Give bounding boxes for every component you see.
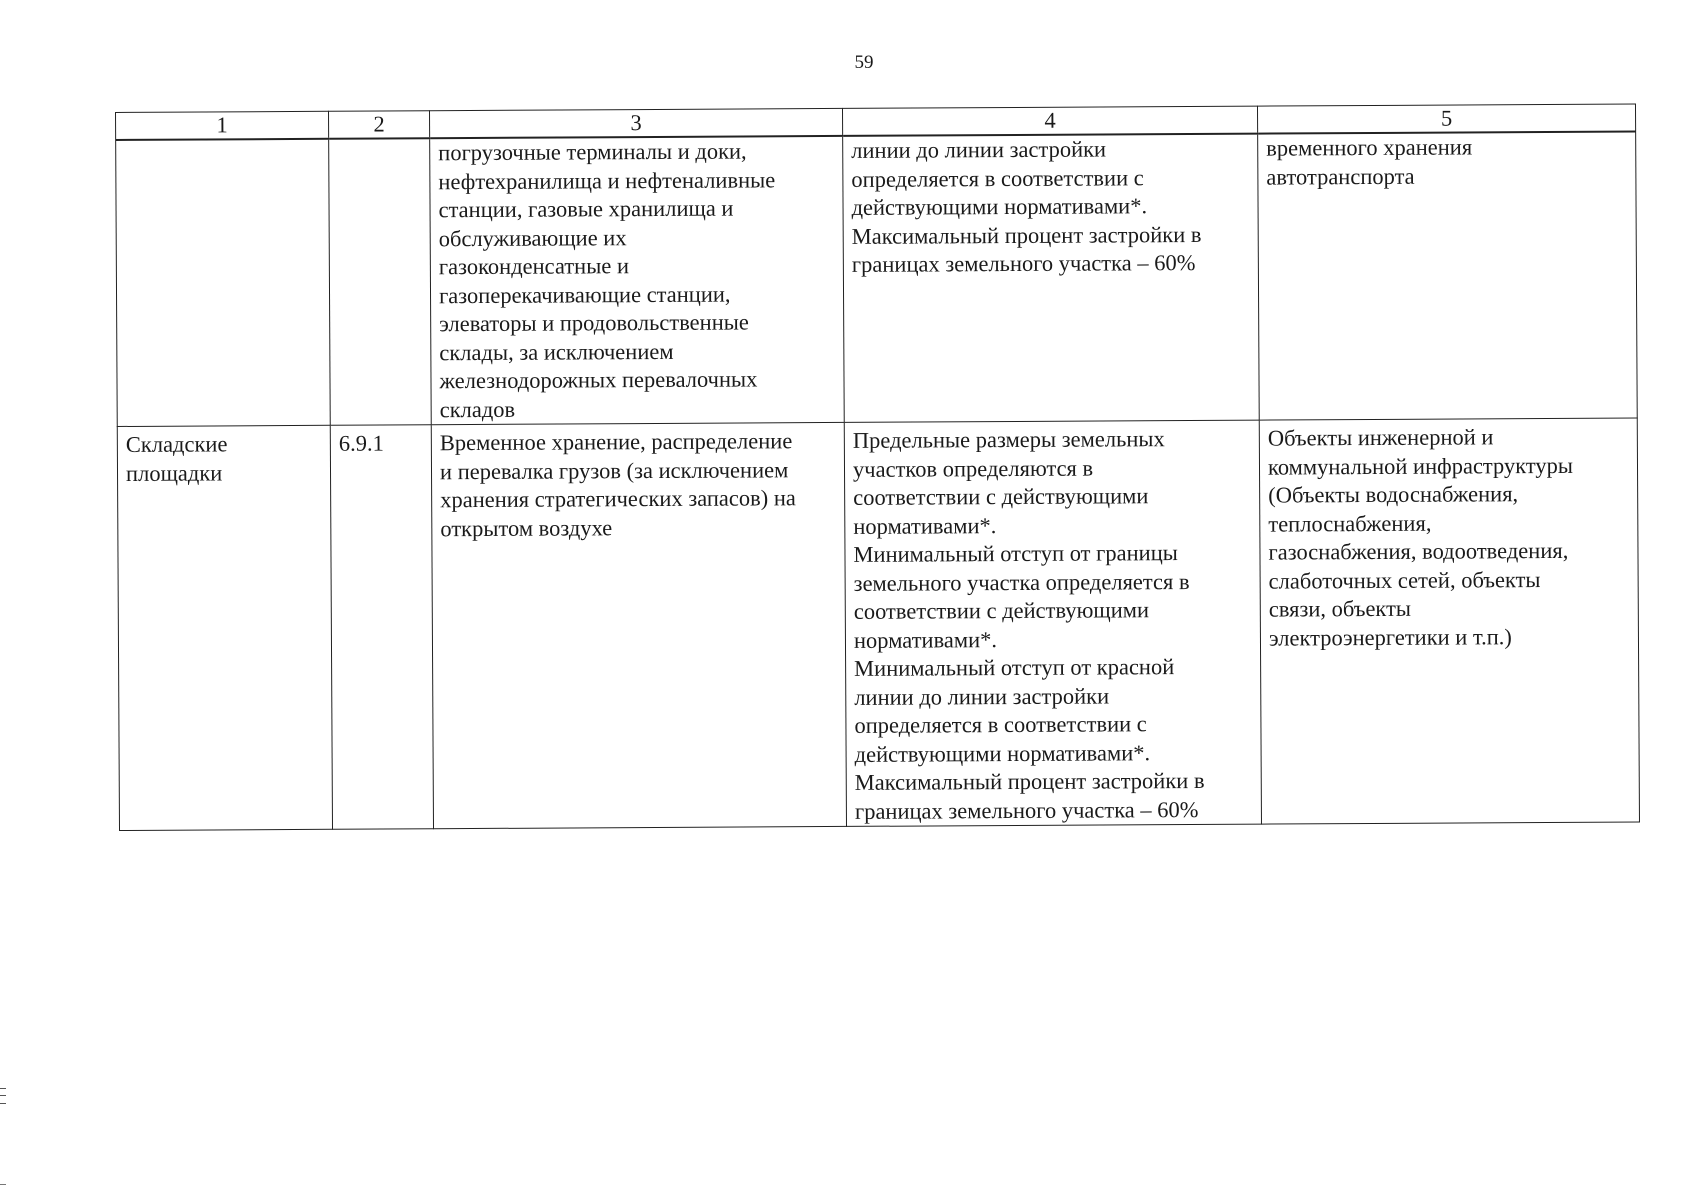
page-number: 59 <box>854 52 874 73</box>
cell-description: Временное хранение, распределение и перевалка грузов (за исключением хранения стратегических запасов) на открытом воздухе <box>431 422 846 828</box>
scan-margin-dash <box>0 1184 6 1185</box>
regulations-table <box>115 104 1640 831</box>
cell-code <box>329 138 432 425</box>
header-col-4: 4 <box>842 106 1257 136</box>
header-col-5: 5 <box>1257 104 1635 134</box>
header-col-3: 3 <box>429 108 842 138</box>
cell-use-name: Складские площадки <box>117 425 332 830</box>
cell-parameters: линии до линии застройки определяется в соответствии с действующими нормативами*. Максимальный процент застройки в границах земельного участка – 60% <box>843 134 1260 423</box>
cell-parameters: Предельные размеры земельных участков определяются в соответствии с действующими нормативами*. Минимальный отступ от границы земельного участка определяется в соответствии с действующими нормативами*. Минимальный отступ от красной линии до линии застройки определяется в соответствии с действующими нормативами*. Максимальный процент застройки в границах земельного участка – 60% <box>844 420 1261 826</box>
cell-description: погрузочные терминалы и доки, нефтехранилища и нефтеналивные станции, газовые хранилища и обслуживающие их газоконденсатные и газоперекачивающие станции, элеваторы и продовольственные склады, за исключением железнодорожных перевалочных складов <box>430 136 845 425</box>
cell-auxiliary-uses: временного хранения автотранспорта <box>1258 132 1638 421</box>
cell-code: 6.9.1 <box>330 425 433 830</box>
table-row <box>117 418 1639 830</box>
cell-auxiliary-uses: Объекты инженерной и коммунальной инфраструктуры (Объекты водоснабжения, теплоснабжения, газоснабжения, водоотведения, слаботочных сетей, объекты связи, объекты электроэнергетики и т.п.) <box>1259 418 1639 824</box>
header-col-1: 1 <box>116 111 329 140</box>
scan-margin-mark <box>0 1088 6 1104</box>
table-row <box>116 132 1638 427</box>
header-col-2: 2 <box>328 111 429 139</box>
cell-use-name <box>116 139 331 427</box>
